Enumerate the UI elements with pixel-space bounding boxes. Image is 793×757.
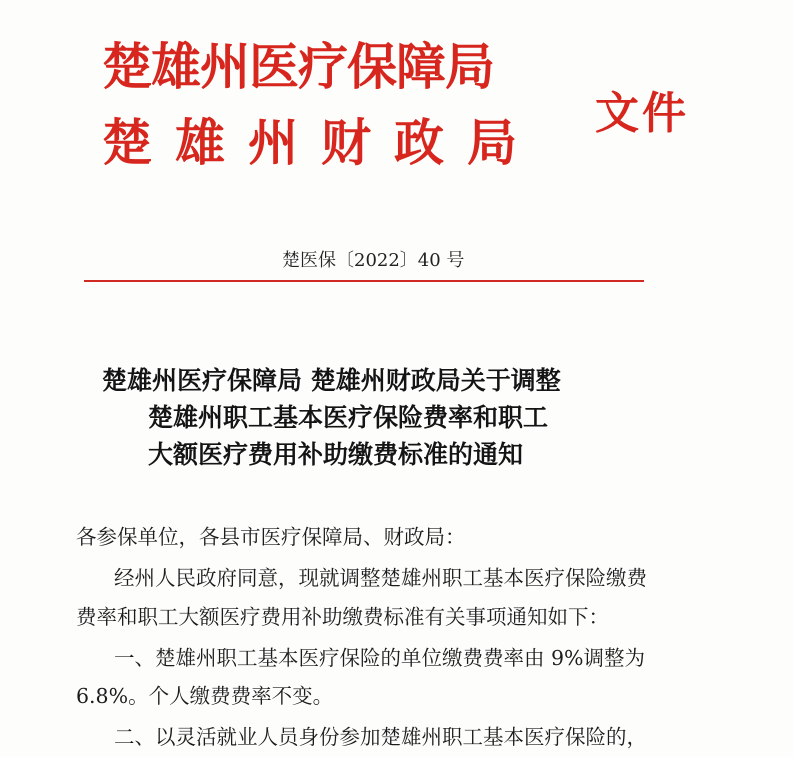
document-number: 楚医保〔2022〕40 号 (282, 250, 465, 271)
issuing-agency-line-1: 楚雄州医疗保障局 (102, 37, 494, 96)
item-1-line-1: 一、楚雄州职工基本医疗保险的单位缴费费率由 9%调整为 (114, 646, 646, 670)
document-title-line-1: 楚雄州医疗保障局 楚雄州财政局关于调整 (102, 366, 561, 395)
issuing-agency-line-2: 楚雄州财政局 (102, 113, 540, 172)
paragraph-1-line-1: 经州人民政府同意，现就调整楚雄州职工基本医疗保险缴费 (114, 566, 647, 590)
paragraph-1-line-2: 费率和职工大额医疗费用补助缴费标准有关事项通知如下： (76, 605, 609, 629)
item-1-line-2: 6.8%。个人缴费费率不变。 (76, 684, 334, 708)
salutation: 各参保单位，各县市医疗保障局、财政局： (76, 525, 466, 549)
document-title-line-2: 楚雄州职工基本医疗保险费率和职工 (148, 403, 549, 432)
item-2-line-1: 二、以灵活就业人员身份参加楚雄州职工基本医疗保险的， (114, 725, 647, 749)
document-type-label: 文件 (595, 88, 689, 139)
document-title-line-3: 大额医疗费用补助缴费标准的通知 (148, 440, 524, 469)
red-separator-line (84, 280, 644, 282)
